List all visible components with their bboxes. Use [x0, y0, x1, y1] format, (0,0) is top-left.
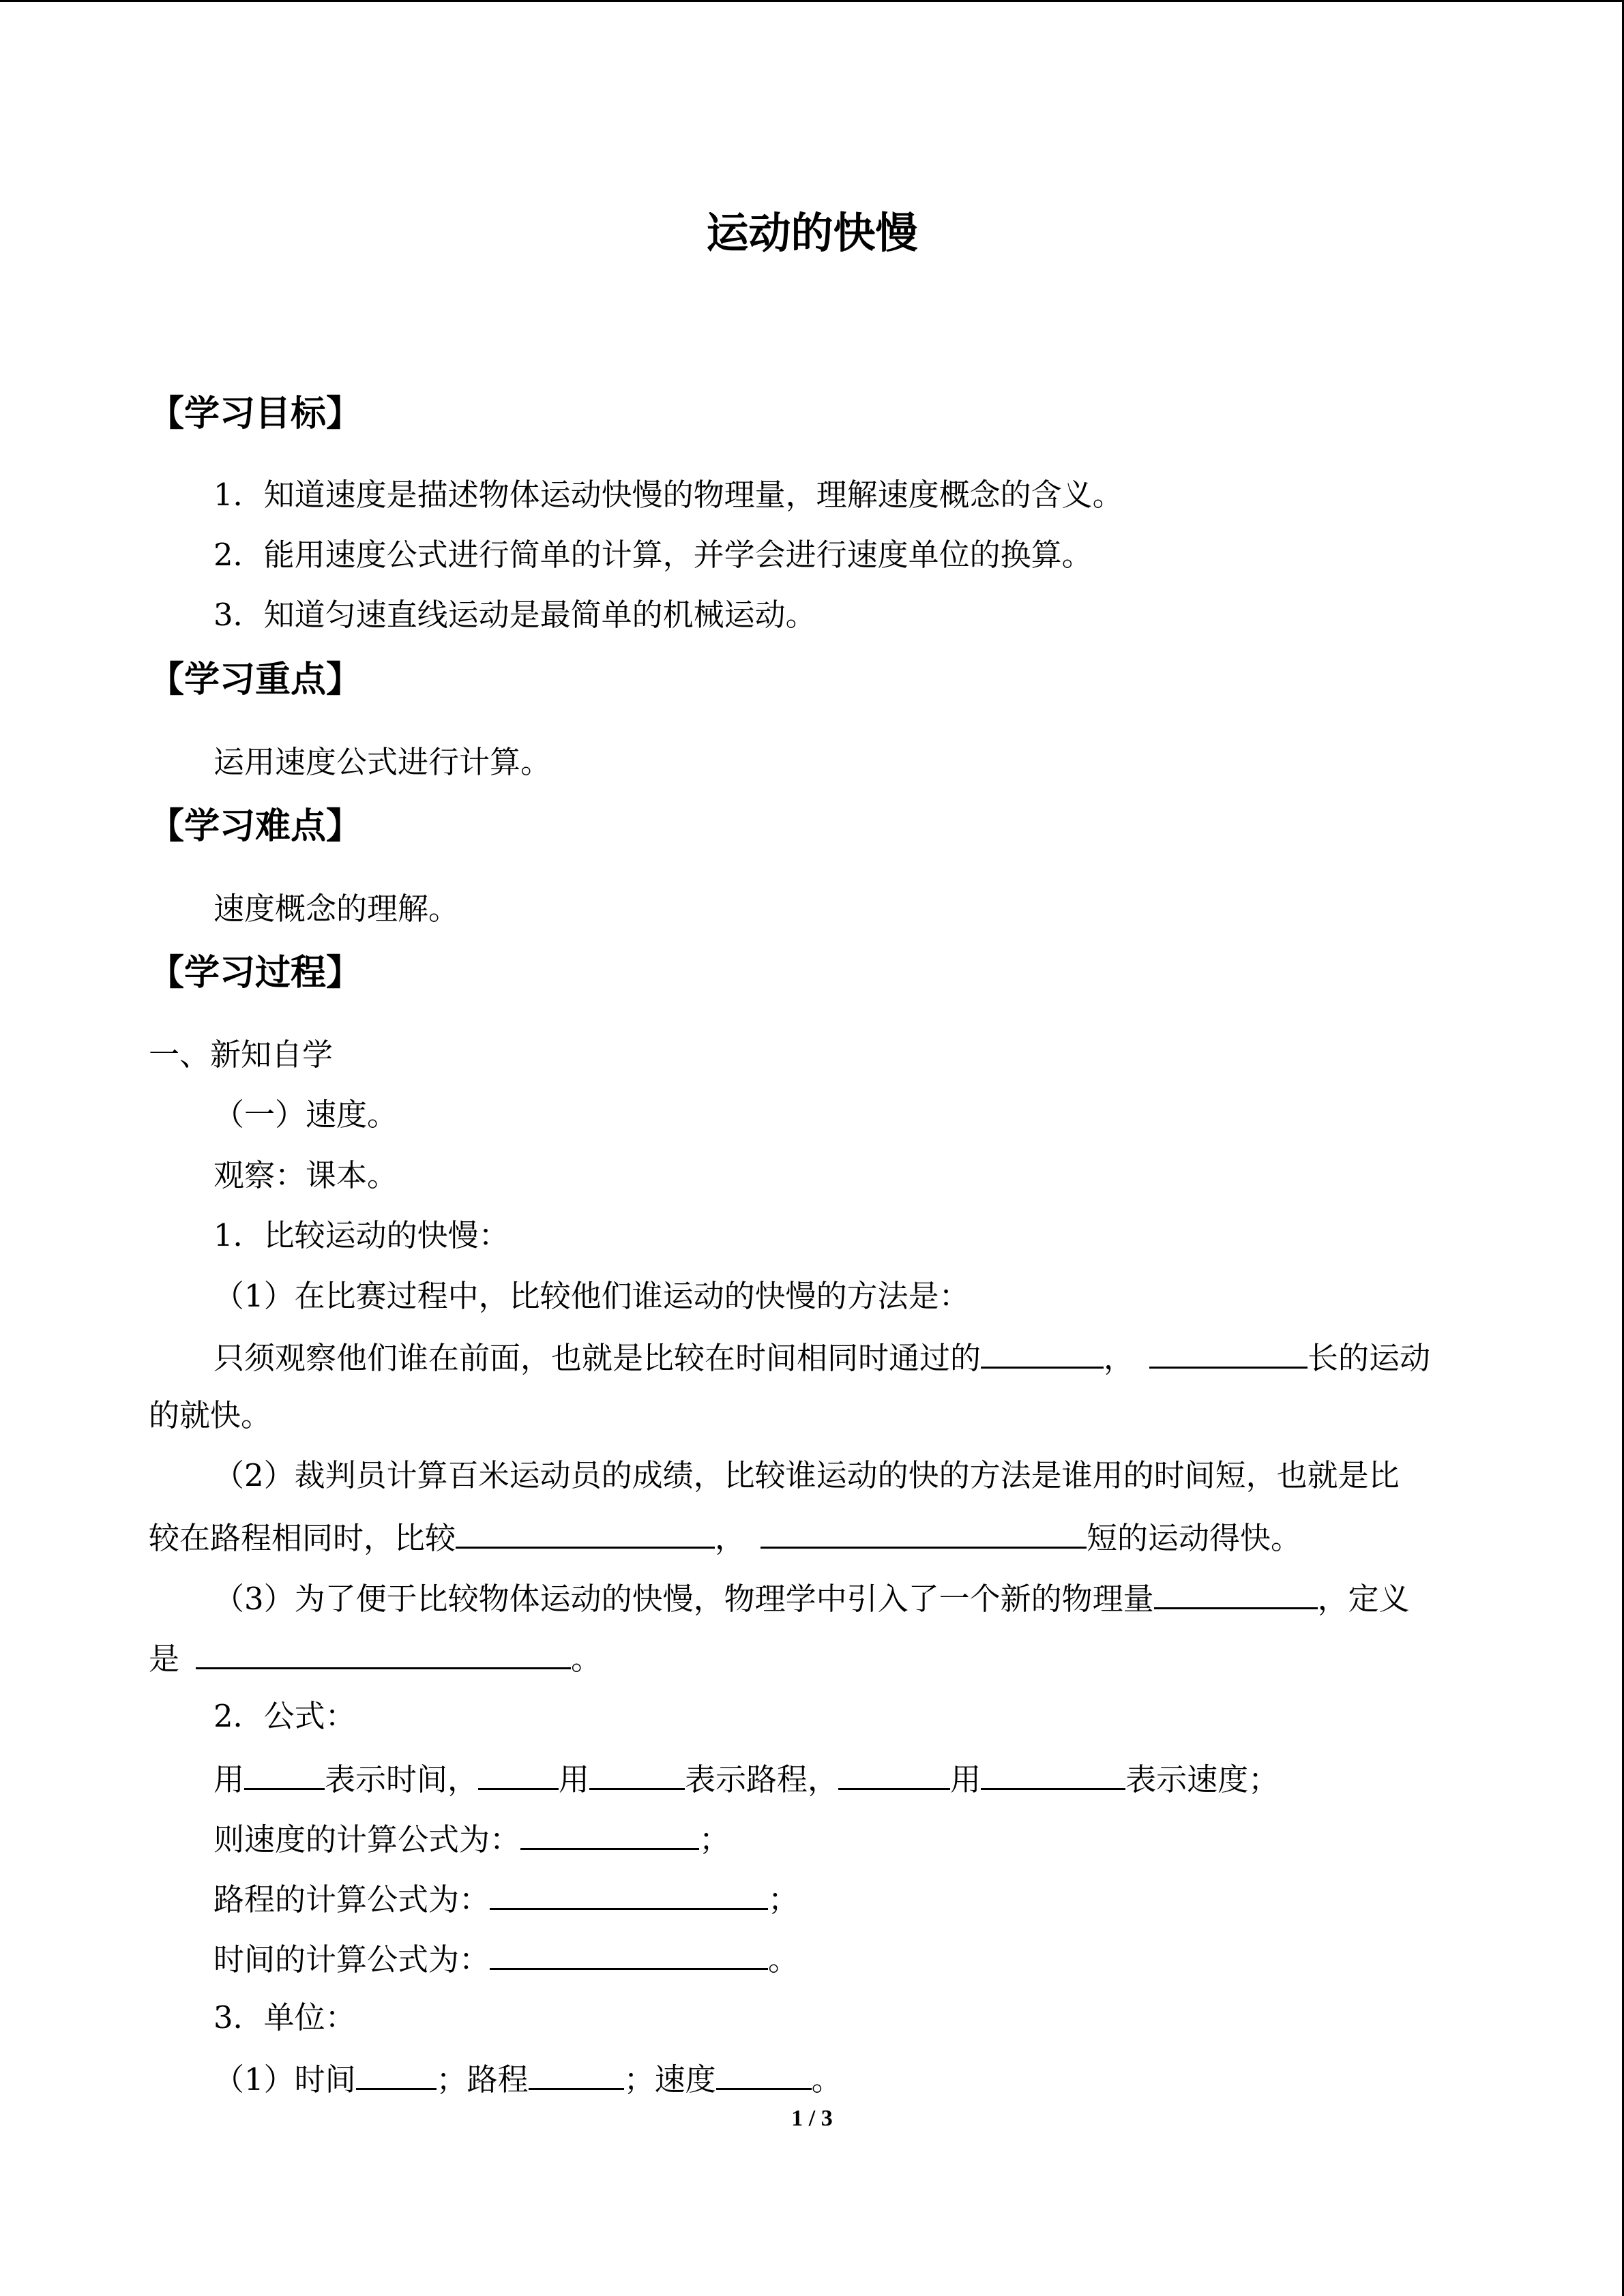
observe-line: 观察：课本。	[213, 1157, 398, 1193]
question-1-3-line-a	[213, 1576, 1410, 1620]
text-segment: 路程的计算公式为：	[213, 1881, 490, 1918]
goal-item-1: 1．知道速度是描述物体运动快慢的物理量，理解速度概念的含义。	[213, 477, 1123, 513]
text-segment: 时间的计算公式为：	[213, 1941, 490, 1978]
heading-key-points: 【学习重点】	[149, 659, 362, 700]
fill-blank[interactable]	[981, 1335, 1104, 1369]
heading-difficulties: 【学习难点】	[149, 806, 362, 847]
goal-item-2: 2．能用速度公式进行简单的计算，并学会进行速度单位的换算。	[213, 537, 1093, 573]
fill-blank[interactable]	[838, 1757, 950, 1790]
text-segment: 则速度的计算公式为：	[213, 1821, 521, 1858]
question-1-1-line-b: 的就快。	[149, 1397, 272, 1433]
text-segment: 短的运动得快。	[1087, 1520, 1302, 1556]
fill-blank[interactable]	[761, 1515, 1087, 1549]
question-1-1-line-a	[213, 1335, 1430, 1379]
text-segment: （3）为了便于比较物体运动的快慢，物理学中引入了一个新的物理量	[213, 1581, 1154, 1617]
text-segment: 表示时间，	[325, 1761, 479, 1798]
text-segment: 长的运动	[1308, 1340, 1431, 1376]
text-segment: ；	[768, 1881, 799, 1918]
question-3: 3．单位：	[213, 1999, 356, 2036]
fill-blank[interactable]	[716, 2057, 812, 2090]
page-title: 运动的快慢	[706, 208, 918, 258]
page-number: 1 / 3	[791, 2106, 833, 2131]
text-segment: 。	[571, 1641, 602, 1677]
key-points-text: 运用速度公式进行计算。	[213, 744, 552, 780]
text-segment: 表示路程，	[685, 1761, 839, 1798]
fill-blank[interactable]	[244, 1757, 325, 1790]
heading-process: 【学习过程】	[149, 953, 362, 994]
question-2-line-a	[213, 1757, 1279, 1800]
fill-blank[interactable]	[478, 1757, 559, 1790]
question-1-2-line-a: （2）裁判员计算百米运动员的成绩，比较谁运动的快的方法是谁用的时间短，也就是比	[213, 1457, 1400, 1493]
question-2-line-d	[213, 1937, 799, 1980]
sub-1-title: （一）速度。	[213, 1097, 398, 1133]
text-segment: 用	[559, 1761, 590, 1798]
text-segment: 只须观察他们谁在前面，也就是比较在时间相同时通过的	[213, 1340, 981, 1376]
text-segment: ，	[1104, 1340, 1135, 1376]
fill-blank[interactable]	[490, 1877, 768, 1910]
question-3-1	[213, 2057, 842, 2100]
text-segment: 较在路程相同时，比较	[149, 1520, 456, 1556]
text-segment: ，定义	[1317, 1581, 1410, 1617]
text-segment: ；速度	[623, 2061, 716, 2098]
part-1-title: 一、新知自学	[149, 1037, 334, 1073]
text-segment: ；	[699, 1821, 730, 1858]
question-1-2-line-b	[149, 1515, 1301, 1559]
fill-blank[interactable]	[456, 1515, 715, 1549]
text-segment: （1）时间	[213, 2061, 356, 2098]
heading-goals: 【学习目标】	[149, 393, 362, 434]
text-segment: 用	[950, 1761, 981, 1798]
fill-blank[interactable]	[356, 2057, 437, 2090]
text-segment: 。	[811, 2061, 842, 2098]
fill-blank[interactable]	[589, 1757, 685, 1790]
text-segment: 用	[213, 1761, 245, 1798]
text-segment: 是	[149, 1641, 180, 1677]
question-2-line-c	[213, 1877, 799, 1920]
fill-blank[interactable]	[1154, 1576, 1318, 1609]
question-1: 1．比较运动的快慢：	[213, 1217, 510, 1253]
fill-blank[interactable]	[529, 2057, 624, 2090]
fill-blank[interactable]	[981, 1757, 1125, 1790]
text-segment: 。	[768, 1941, 799, 1978]
fill-blank[interactable]	[520, 1817, 699, 1850]
question-2-line-b	[213, 1817, 730, 1860]
text-segment: ；路程	[436, 2061, 529, 2098]
fill-blank[interactable]	[1149, 1335, 1308, 1369]
goal-item-3: 3．知道匀速直线运动是最简单的机械运动。	[213, 597, 816, 633]
text-segment: 表示速度；	[1125, 1761, 1280, 1798]
fill-blank[interactable]	[196, 1636, 571, 1669]
text-segment: ，	[715, 1520, 746, 1556]
question-2: 2．公式：	[213, 1698, 356, 1734]
question-1-3-line-b	[149, 1636, 602, 1680]
difficulties-text: 速度概念的理解。	[213, 891, 460, 927]
question-1-1: （1）在比赛过程中，比较他们谁运动的快慢的方法是：	[213, 1278, 970, 1314]
fill-blank[interactable]	[490, 1937, 768, 1970]
